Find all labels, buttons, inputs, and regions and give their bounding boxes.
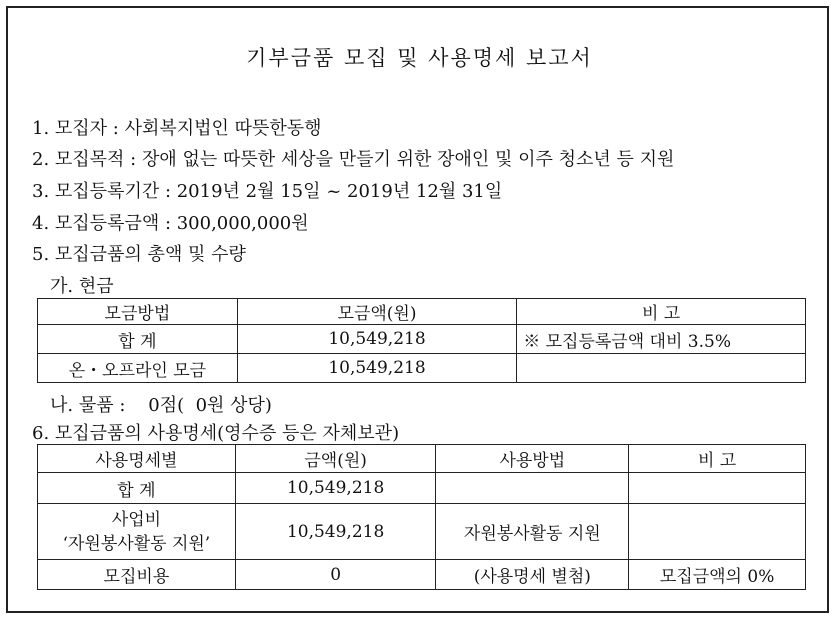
usage-cell: 모집금액의 0% [629,560,806,590]
usage-total-row [38,473,806,504]
usage-cell [38,504,236,560]
usage-header-note: 비 고 [629,445,806,473]
usage-cell: (사용명세 별첨) [436,560,629,590]
usage-cost-row [38,560,806,590]
cash-cell: 10,549,218 [237,354,516,383]
cash-cell: 합 계 [38,325,238,354]
usage-cell: 자원봉사활동 지원 [436,504,629,560]
usage-cell: 0 [235,560,436,590]
usage-cell: 합 계 [38,473,236,504]
item-registered-amount: 4. 모집등록금액 : 300,000,000원 [32,213,309,234]
usage-heading: 6. 모집금품의 사용명세(영수증 등은 자체보관) [32,423,400,444]
item-total-heading: 5. 모집금품의 총액 및 수량 [32,244,246,265]
cash-online-row [38,354,806,383]
usage-header-amount: 금액(원) [235,445,436,473]
usage-cell: 10,549,218 [235,473,436,504]
cash-label: 가. 현금 [50,276,114,297]
usage-header-item: 사용명세별 [38,445,236,473]
cash-header-row [38,299,806,325]
cash-header-amount: 모금액(원) [237,299,516,325]
usage-project-name: 사업비 [111,509,162,530]
cash-total-row [38,325,806,354]
usage-project-row [38,504,806,560]
cash-header-note: 비 고 [517,299,806,325]
usage-cell: 모집비용 [38,560,236,590]
usage-cell [436,473,629,504]
usage-header-row [38,445,806,473]
item-purpose: 2. 모집목적 : 장애 없는 따뜻한 세상을 만들기 위한 장애인 및 이주 청소년 등 지원 [32,149,675,170]
cash-cell [517,354,806,383]
usage-cell [629,473,806,504]
usage-cell [629,504,806,560]
goods-label: 나. 물품 : 0점( 0원 상당) [50,395,272,416]
usage-cell: 10,549,218 [235,504,436,560]
item-period: 3. 모집등록기간 : 2019년 2월 15일 ~ 2019년 12월 31일 [32,181,503,202]
cash-table [37,298,806,383]
usage-table [37,444,806,590]
cash-cell: 10,549,218 [237,325,516,354]
report-title: 기부금품 모집 및 사용명세 보고서 [246,46,593,70]
cash-header-method: 모금방법 [38,299,238,325]
usage-project-subtitle: ‘자원봉사활동 지원’ [62,533,211,554]
cash-cell: 온・오프라인 모금 [38,354,238,383]
item-collector: 1. 모집자 : 사회복지법인 따뜻한동행 [32,118,322,139]
cash-cell: ※ 모집등록금액 대비 3.5% [517,325,806,354]
usage-header-method: 사용방법 [436,445,629,473]
